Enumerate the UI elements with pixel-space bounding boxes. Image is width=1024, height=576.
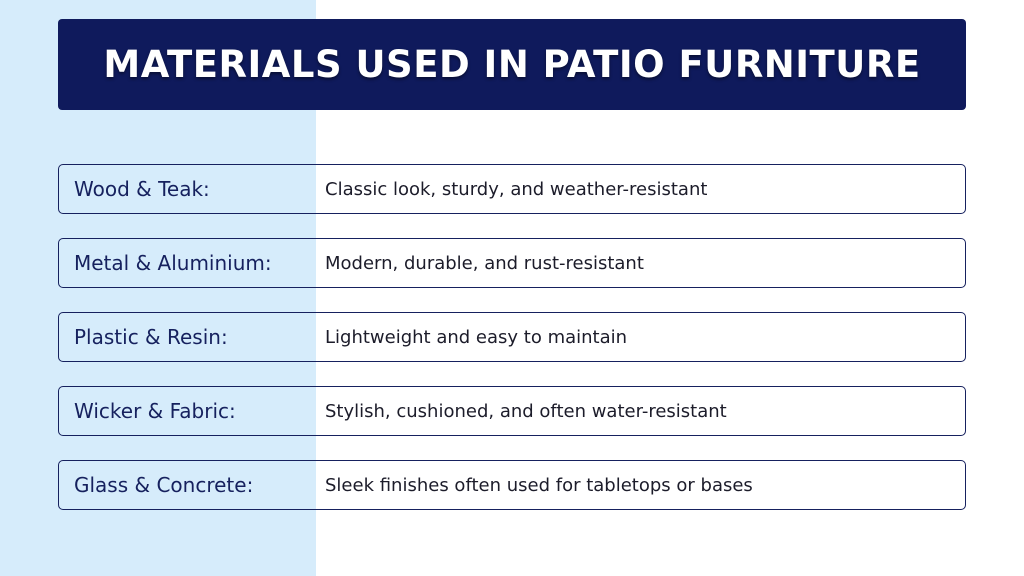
material-description: Lightweight and easy to maintain [325,326,628,348]
material-label: Glass & Concrete: [74,473,254,497]
material-label: Wood & Teak: [74,177,210,201]
material-row-metal-aluminium [58,238,966,288]
material-description: Classic look, sturdy, and weather-resistant [325,178,708,200]
material-label: Wicker & Fabric: [74,399,236,423]
material-label: Metal & Aluminium: [74,251,272,275]
material-row-wood-teak [58,164,966,214]
material-description: Modern, durable, and rust-resistant [325,252,644,274]
material-row-glass-concrete [58,460,966,510]
material-row-wicker-fabric [58,386,966,436]
page-title: MATERIALS USED IN PATIO FURNITURE [103,43,921,86]
materials-list [58,164,966,534]
material-row-plastic-resin [58,312,966,362]
material-description: Sleek finishes often used for tabletops or bases [325,474,753,496]
material-label: Plastic & Resin: [74,325,228,349]
title-banner [58,19,966,110]
material-description: Stylish, cushioned, and often water-resistant [325,400,727,422]
